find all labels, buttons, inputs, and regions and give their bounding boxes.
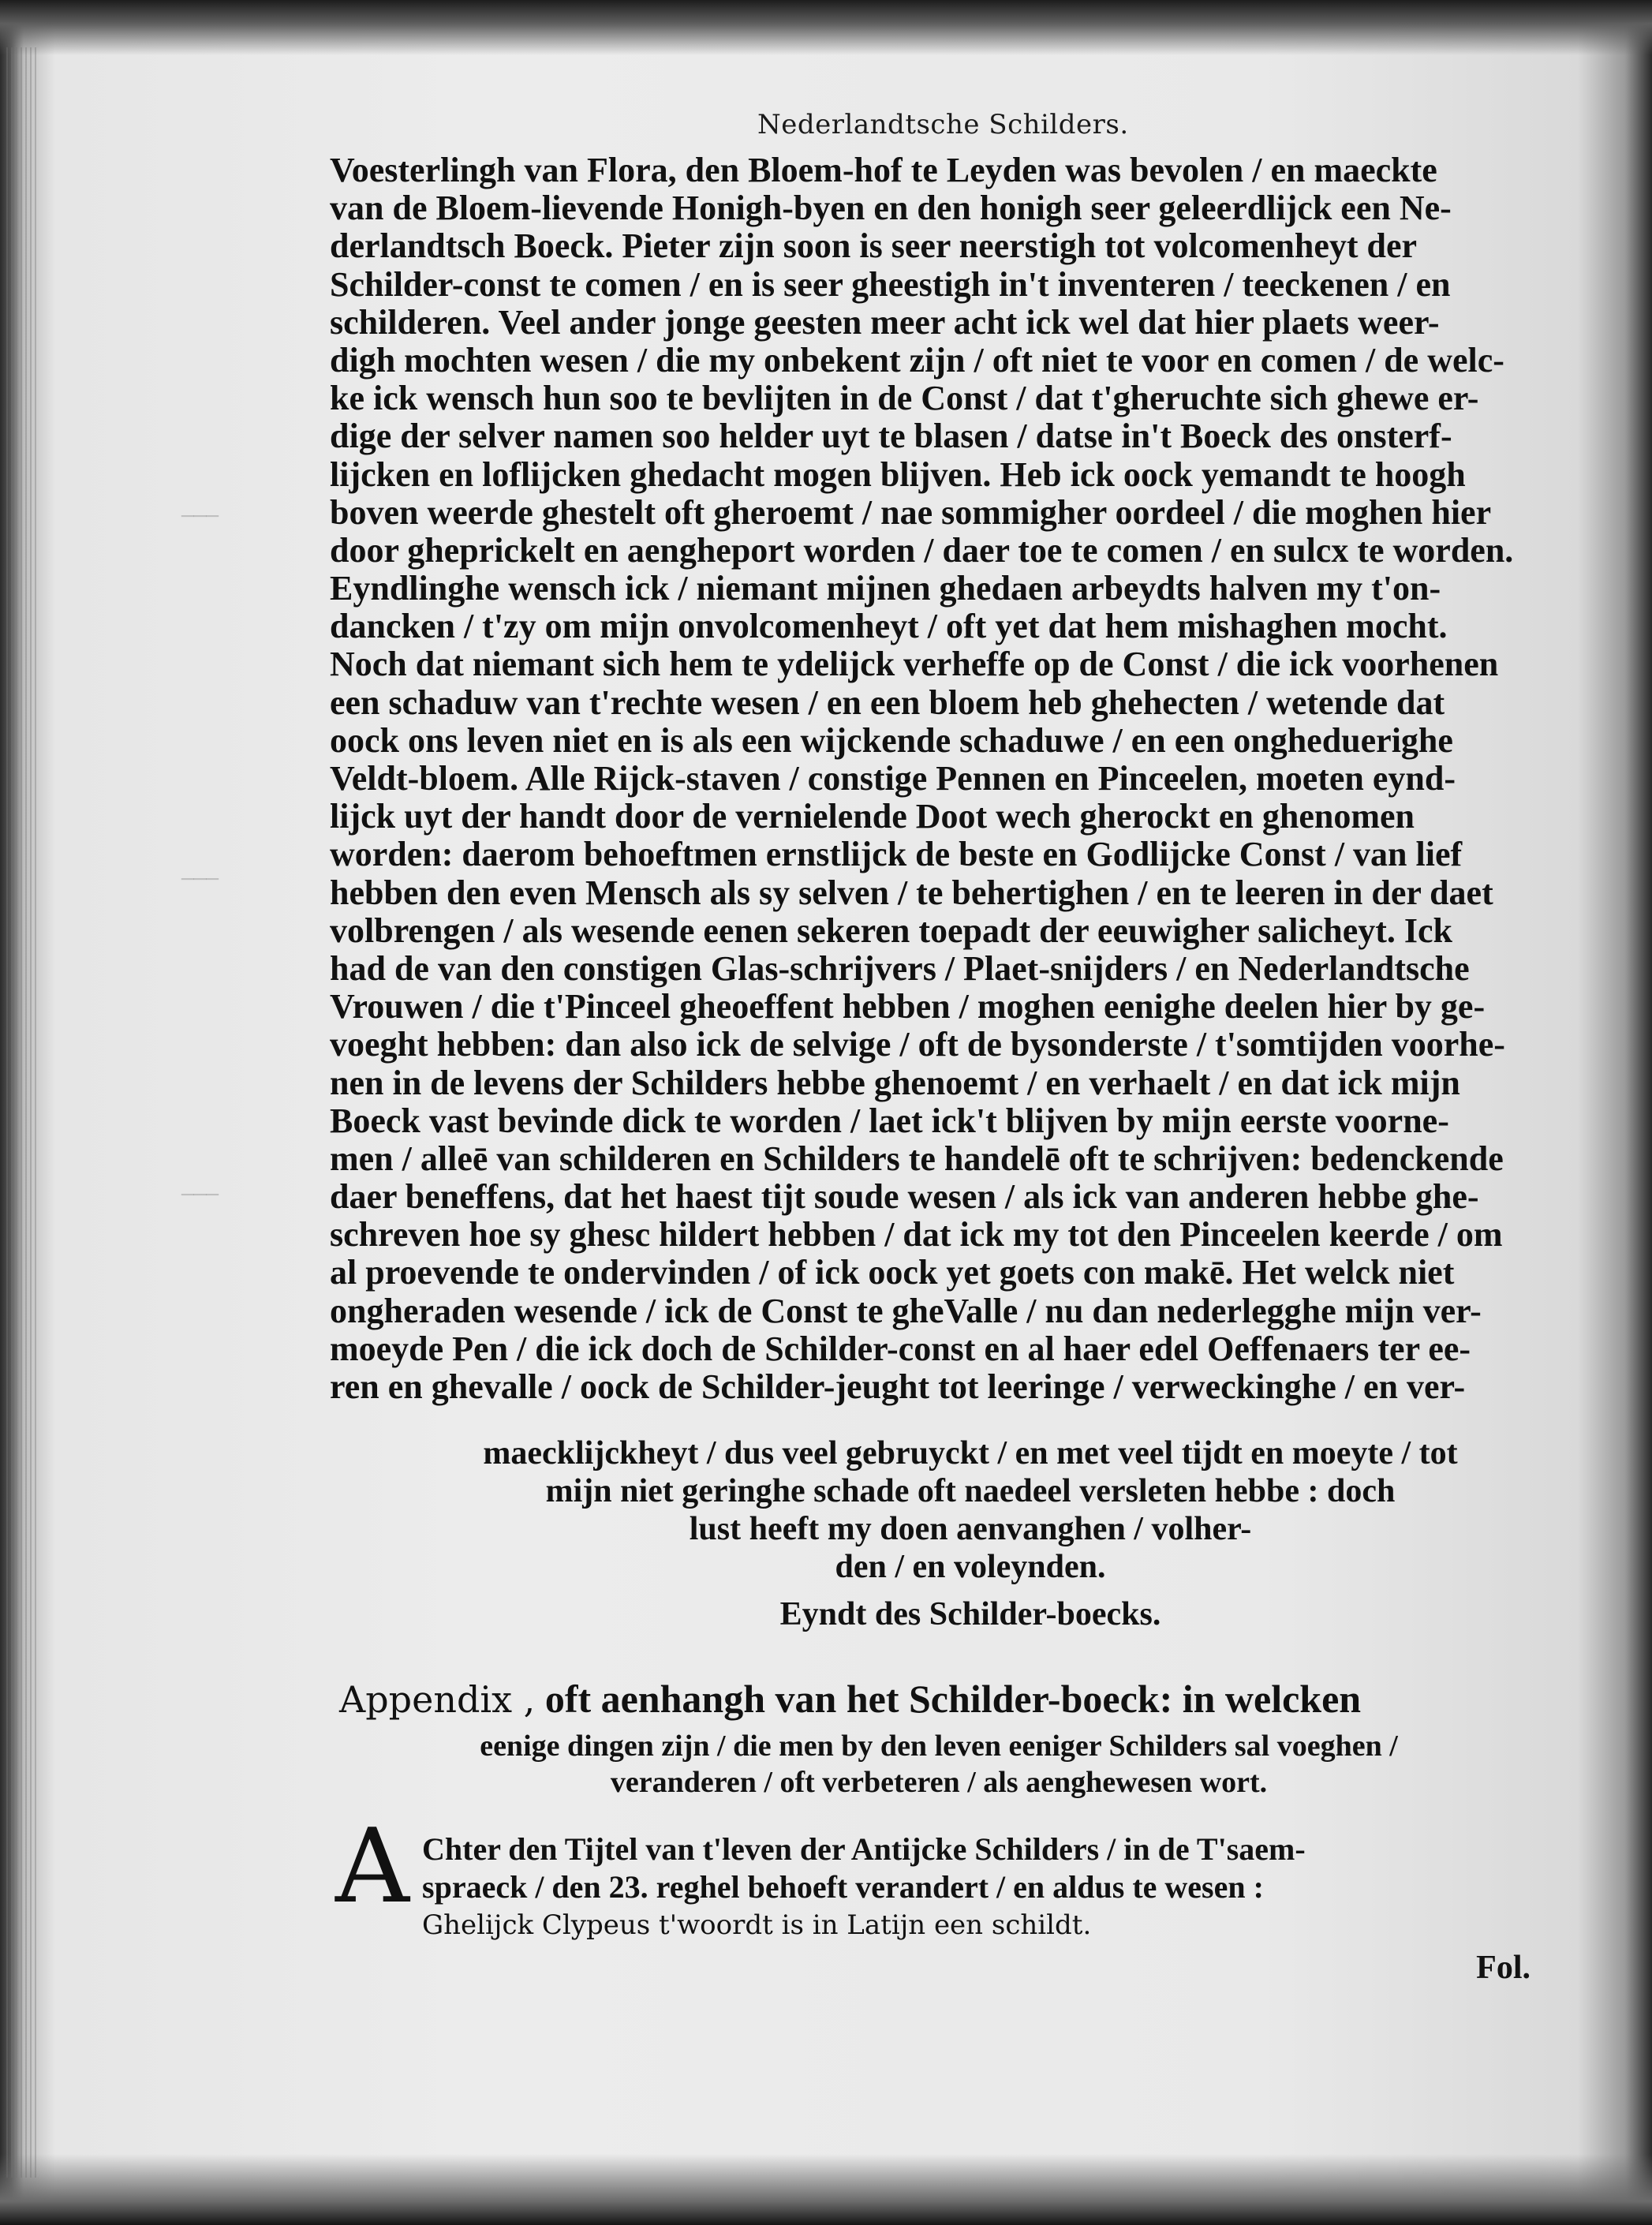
- paragraph-line: Chter den Tijtel van t'leven der Antijcke Schilders / in de T'saem-: [422, 1831, 1306, 1867]
- body-line: Veldt-bloem. Alle Rijck-staven / constige Pennen en Pinceelen, moeten eynd-: [330, 760, 1456, 798]
- body-text: [330, 151, 1529, 1406]
- body-line: ke ick wensch hun soo te bevlijten in de Const / dat t'gheruchte sich ghewe er-: [330, 380, 1479, 418]
- body-line: dige der selver namen soo helder uyt te blasen / datse in't Boeck des onsterf-: [330, 417, 1452, 456]
- body-line: schreven hoe sy ghesc hildert hebben / dat ick my tot den Pinceelen keerde / om: [330, 1216, 1503, 1255]
- body-line: Voesterlingh van Flora, den Bloem-hof te Leyden was bevolen / en maeckte: [330, 151, 1437, 189]
- body-line: dancken / t'zy om mijn onvolcomenheyt / oft yet dat hem mishaghen mocht.: [330, 608, 1448, 646]
- body-line: had de van den constigen Glas-schrijvers / Plaet-snijders / en Nederlandtsche: [330, 949, 1470, 988]
- appendix-subheading-line: veranderen / oft verbeteren / als aenghewesen wort.: [610, 1766, 1268, 1799]
- body-line: voeght hebben: dan also ick de selvige / oft de bysonderste / t'somtijden voorhe-: [330, 1026, 1505, 1064]
- body-line: derlandtsch Boeck. Pieter zijn soon is seer neerstigh tot volcomenheyt der: [330, 227, 1418, 266]
- body-line: daer beneffens, dat het haest tijt soude wesen / als ick van anderen hebbe ghe-: [330, 1178, 1479, 1217]
- bottom-shadow: [0, 2154, 1652, 2225]
- body-line: Boeck vast bevinde dick te worden / laet ick't blijven by mijn eerste voorne-: [330, 1101, 1449, 1140]
- body-line: digh mochten wesen / die my onbekent zijn / oft niet te voor en comen / de welc-: [330, 341, 1504, 380]
- body-line: Noch dat niemant sich hem te ydelijck verheffe op de Const / die ick voorhenen: [330, 645, 1499, 684]
- body-line: nen in de levens der Schilders hebbe ghenoemt / en verhaelt / en dat ick mijn: [330, 1064, 1460, 1102]
- drop-capital: A: [335, 1806, 409, 1926]
- appendix-heading: [339, 1676, 1538, 1722]
- paragraph-line: spraeck / den 23. reghel behoeft verandert / en aldus te wesen :: [422, 1869, 1264, 1905]
- body-line: ongheraden wesende / ick de Const te gheValle / nu dan nederlegghe mijn ver-: [330, 1292, 1482, 1330]
- body-line: schilderen. Veel ander jonge geesten meer acht ick wel dat hier plaets weer-: [330, 303, 1440, 342]
- appendix-heading-roman: Appendix ,: [339, 1678, 536, 1721]
- body-line: Schilder-const te comen / en is seer gheestigh in't inventeren / teeckenen / en: [330, 265, 1451, 304]
- closing-line: mijn niet geringhe schade oft naedeel versleten hebbe : doch: [545, 1473, 1396, 1509]
- body-line: een schaduw van t'rechte wesen / en een bloem heb ghehecten / wetende dat: [330, 683, 1445, 722]
- end-of-book-line: Eyndt des Schilder-boecks.: [779, 1596, 1161, 1632]
- top-shadow: [0, 0, 1652, 55]
- appendix-subheading-line: eenige dingen zijn / die men by den leven eeniger Schilders sal voeghen /: [480, 1730, 1398, 1763]
- page-edges: [6, 47, 38, 2178]
- paragraph-line-roman: Ghelijck Clypeus t'woordt is in Latijn een schildt.: [422, 1909, 1092, 1941]
- closing-line: lust heeft my doen aenvanghen / volher-: [689, 1511, 1252, 1547]
- body-line: lijcken en loflijcken ghedacht mogen blijven. Heb ick oock yemandt te hoogh: [330, 455, 1466, 494]
- body-line: men / alleē van schilderen en Schilders te handelē oft te schrijven: bedenckende: [330, 1139, 1504, 1178]
- running-header: Nederlandtsche Schilders.: [757, 109, 1129, 140]
- closing-line: maecklijckheyt / dus veel gebruyckt / en met veel tijdt en moeyte / tot: [483, 1435, 1458, 1471]
- body-line: Vrouwen / die t'Pinceel gheoeffent hebben / moghen eenighe deelen hier by ge-: [330, 988, 1486, 1026]
- body-line: van de Bloem-lievende Honigh-byen en den honigh seer geleerdlijck een Ne-: [330, 189, 1452, 228]
- body-line: boven weerde ghestelt oft gheroemt / nae sommigher oordeel / die moghen hier: [330, 493, 1492, 532]
- closing-line: den / en voleynden.: [835, 1549, 1106, 1585]
- show-through-text: ───: [181, 1184, 219, 1207]
- show-through-text: ───: [181, 868, 219, 892]
- body-line: hebben den even Mensch als sy selven / te behertighen / en te leeren in der daet: [330, 873, 1493, 912]
- body-line: ren en ghevalle / oock de Schilder-jeught tot leeringe / verweckinghe / en ver-: [330, 1368, 1466, 1406]
- appendix-paragraph: [422, 1830, 1534, 1944]
- closing-text: [410, 1434, 1531, 1586]
- body-line: moeyde Pen / die ick doch de Schilder-const en al haer edel Oeffenaers ter ee-: [330, 1329, 1471, 1368]
- body-line: door gheprickelt en aengheport worden / daer toe te comen / en sulcx te worden.: [330, 531, 1514, 570]
- body-line: lijck uyt der handt door de vernielende Doot wech gherockt en ghenomen: [330, 798, 1415, 836]
- body-line: volbrengen / als wesende eenen sekeren toepadt der eeuwigher salicheyt. Ick: [330, 911, 1452, 950]
- show-through-text: ───: [181, 505, 219, 529]
- catchword: Fol.: [1476, 1950, 1531, 1986]
- body-line: Eyndlinghe wensch ick / niemant mijnen ghedaen arbeydts halven my t'on-: [330, 570, 1441, 608]
- body-line: worden: daerom behoeftmen ernstlijck de beste en Godlijcke Const / van lief: [330, 836, 1463, 874]
- body-line: oock ons leven niet en is als een wijckende schaduwe / en een ongheduerighe: [330, 721, 1453, 760]
- body-line: al proevende te ondervinden / of ick oock yet goets con makē. Het welck niet: [330, 1254, 1455, 1292]
- appendix-subheading: [339, 1728, 1538, 1801]
- appendix-heading-blackletter: oft aenhangh van het Schilder-boeck: in welcken: [544, 1677, 1362, 1721]
